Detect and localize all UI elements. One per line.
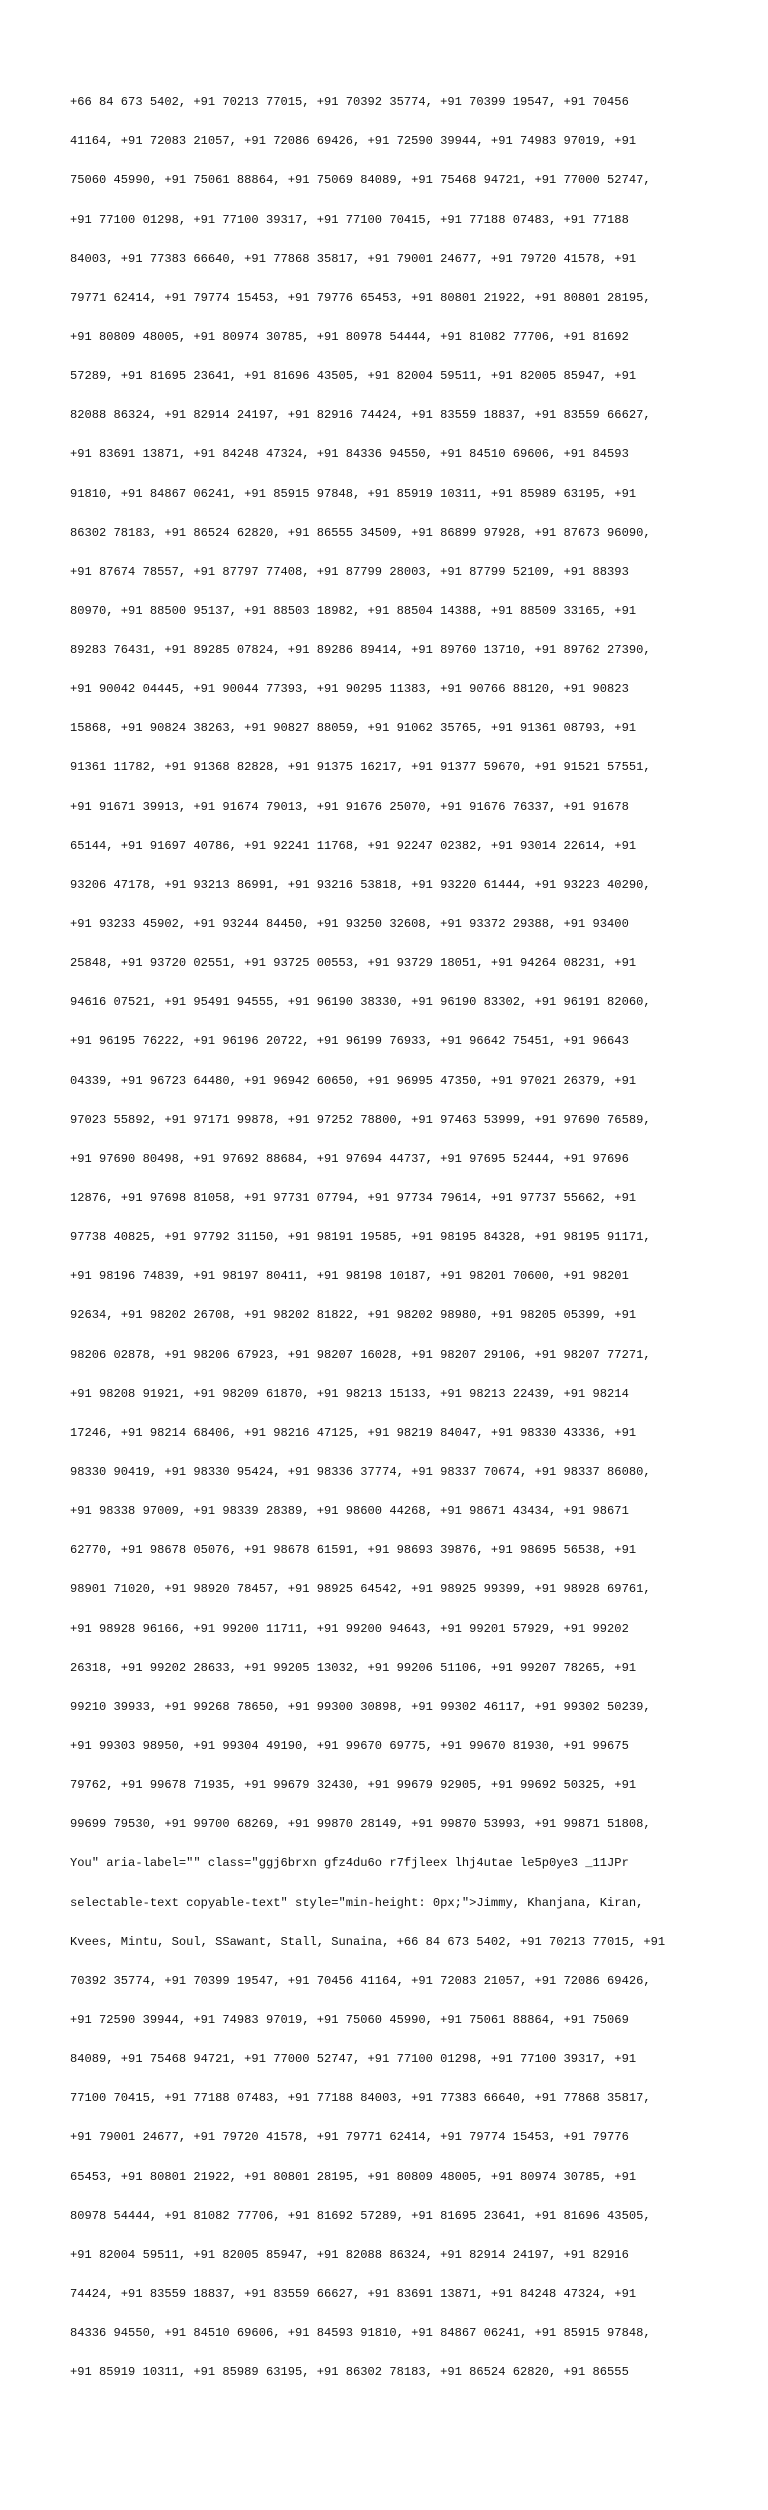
text-line: 65144, +91 91697 40786, +91 92241 11768, +91 92247 02382, +91 93014 22614, +91 <box>70 838 637 853</box>
text-line: +91 93233 45902, +91 93244 84450, +91 93250 32608, +91 93372 29388, +91 93400 <box>70 917 629 932</box>
text-line: 04339, +91 96723 64480, +91 96942 60650, +91 96995 47350, +91 97021 26379, +91 <box>70 1073 637 1088</box>
text-line: 70392 35774, +91 70399 19547, +91 70456 41164, +91 72083 21057, +91 72086 69426, <box>70 1973 651 1988</box>
text-line: +91 98208 91921, +91 98209 61870, +91 98213 15133, +91 98213 22439, +91 98214 <box>70 1386 629 1401</box>
text-line: +91 98928 96166, +91 99200 11711, +91 99200 94643, +91 99201 57929, +91 99202 <box>70 1621 629 1636</box>
text-line: 17246, +91 98214 68406, +91 98216 47125, +91 98219 84047, +91 98330 43336, +91 <box>70 1425 637 1440</box>
text-line: 65453, +91 80801 21922, +91 80801 28195, +91 80809 48005, +91 80974 30785, +91 <box>70 2169 637 2184</box>
text-line: +91 82004 59511, +91 82005 85947, +91 82088 86324, +91 82914 24197, +91 82916 <box>70 2247 629 2262</box>
text-line: Kvees, Mintu, Soul, SSawant, Stall, Sunaina, +66 84 673 5402, +91 70213 77015, +91 <box>70 1934 666 1949</box>
text-line: +91 97690 80498, +91 97692 88684, +91 97694 44737, +91 97695 52444, +91 97696 <box>70 1151 629 1166</box>
text-line: +66 84 673 5402, +91 70213 77015, +91 70392 35774, +91 70399 19547, +91 70456 <box>70 95 629 110</box>
text-line: 84336 94550, +91 84510 69606, +91 84593 91810, +91 84867 06241, +91 85915 97848, <box>70 2326 651 2341</box>
text-line: +91 98196 74839, +91 98197 80411, +91 98198 10187, +91 98201 70600, +91 98201 <box>70 1269 629 1284</box>
text-line: 89283 76431, +91 89285 07824, +91 89286 89414, +91 89760 13710, +91 89762 27390, <box>70 643 651 658</box>
text-line: 98206 02878, +91 98206 67923, +91 98207 16028, +91 98207 29106, +91 98207 77271, <box>70 1347 651 1362</box>
text-line: 82088 86324, +91 82914 24197, +91 82916 74424, +91 83559 18837, +91 83559 66627, <box>70 408 651 423</box>
text-line: 41164, +91 72083 21057, +91 72086 69426, +91 72590 39944, +91 74983 97019, +91 <box>70 134 637 149</box>
text-line: 98330 90419, +91 98330 95424, +91 98336 37774, +91 98337 70674, +91 98337 86080, <box>70 1465 651 1480</box>
text-line: 99210 39933, +91 99268 78650, +91 99300 30898, +91 99302 46117, +91 99302 50239, <box>70 1699 651 1714</box>
text-line: You" aria-label="" class="ggj6brxn gfz4du6o r7fjleex lhj4utae le5p0ye3 _11JPr <box>70 1856 629 1871</box>
text-line: 94616 07521, +91 95491 94555, +91 96190 38330, +91 96190 83302, +91 96191 82060, <box>70 995 651 1010</box>
text-line: 97023 55892, +91 97171 99878, +91 97252 78800, +91 97463 53999, +91 97690 76589, <box>70 1112 651 1127</box>
text-line: +91 79001 24677, +91 79720 41578, +91 79771 62414, +91 79774 15453, +91 79776 <box>70 2130 629 2145</box>
text-line: 26318, +91 99202 28633, +91 99205 13032, +91 99206 51106, +91 99207 78265, +91 <box>70 1660 637 1675</box>
text-line: 91810, +91 84867 06241, +91 85915 97848, +91 85919 10311, +91 85989 63195, +91 <box>70 486 637 501</box>
text-line: +91 98338 97009, +91 98339 28389, +91 98600 44268, +91 98671 43434, +91 98671 <box>70 1504 629 1519</box>
text-line: +91 87674 78557, +91 87797 77408, +91 87799 28003, +91 87799 52109, +91 88393 <box>70 564 629 579</box>
text-line: +91 72590 39944, +91 74983 97019, +91 75060 45990, +91 75061 88864, +91 75069 <box>70 2012 629 2027</box>
text-line: 97738 40825, +91 97792 31150, +91 98191 19585, +91 98195 84328, +91 98195 91171, <box>70 1230 651 1245</box>
text-line: 84089, +91 75468 94721, +91 77000 52747, +91 77100 01298, +91 77100 39317, +91 <box>70 2052 637 2067</box>
text-line: 62770, +91 98678 05076, +91 98678 61591, +91 98693 39876, +91 98695 56538, +91 <box>70 1543 637 1558</box>
text-line: 77100 70415, +91 77188 07483, +91 77188 84003, +91 77383 66640, +91 77868 35817, <box>70 2091 651 2106</box>
text-line: +91 77100 01298, +91 77100 39317, +91 77100 70415, +91 77188 07483, +91 77188 <box>70 212 629 227</box>
text-line: 80970, +91 88500 95137, +91 88503 18982, +91 88504 14388, +91 88509 33165, +91 <box>70 603 637 618</box>
document-page <box>70 70 710 2510</box>
text-line: +91 96195 76222, +91 96196 20722, +91 96199 76933, +91 96642 75451, +91 96643 <box>70 1034 629 1049</box>
text-line: +91 83691 13871, +91 84248 47324, +91 84336 94550, +91 84510 69606, +91 84593 <box>70 447 629 462</box>
text-line: 84003, +91 77383 66640, +91 77868 35817, +91 79001 24677, +91 79720 41578, +91 <box>70 251 637 266</box>
text-line: 74424, +91 83559 18837, +91 83559 66627, +91 83691 13871, +91 84248 47324, +91 <box>70 2286 637 2301</box>
document-body <box>70 70 710 2510</box>
text-line: 99699 79530, +91 99700 68269, +91 99870 28149, +91 99870 53993, +91 99871 51808, <box>70 1817 651 1832</box>
text-line: +91 90042 04445, +91 90044 77393, +91 90295 11383, +91 90766 88120, +91 90823 <box>70 682 629 697</box>
text-line: 91361 11782, +91 91368 82828, +91 91375 16217, +91 91377 59670, +91 91521 57551, <box>70 760 651 775</box>
text-line: +91 99303 98950, +91 99304 49190, +91 99670 69775, +91 99670 81930, +91 99675 <box>70 1739 629 1753</box>
text-line: selectable-text copyable-text" style="min-height: 0px;">Jimmy, Khanjana, Kiran, <box>70 1895 644 1910</box>
text-line: 93206 47178, +91 93213 86991, +91 93216 53818, +91 93220 61444, +91 93223 40290, <box>70 877 651 892</box>
text-line: 86302 78183, +91 86524 62820, +91 86555 34509, +91 86899 97928, +91 87673 96090, <box>70 525 651 540</box>
text-line: 79762, +91 99678 71935, +91 99679 32430, +91 99679 92905, +91 99692 50325, +91 <box>70 1778 637 1793</box>
text-line: +91 85919 10311, +91 85989 63195, +91 86302 78183, +91 86524 62820, +91 86555 <box>70 2365 629 2380</box>
text-line: 75060 45990, +91 75061 88864, +91 75069 84089, +91 75468 94721, +91 77000 52747, <box>70 173 651 188</box>
text-line: 12876, +91 97698 81058, +91 97731 07794, +91 97734 79614, +91 97737 55662, +91 <box>70 1191 637 1206</box>
text-line: 92634, +91 98202 26708, +91 98202 81822, +91 98202 98980, +91 98205 05399, +91 <box>70 1308 637 1323</box>
text-line: +91 91671 39913, +91 91674 79013, +91 91676 25070, +91 91676 76337, +91 91678 <box>70 799 629 814</box>
text-line: 80978 54444, +91 81082 77706, +91 81692 57289, +91 81695 23641, +91 81696 43505, <box>70 2208 651 2223</box>
text-line: +91 80809 48005, +91 80974 30785, +91 80978 54444, +91 81082 77706, +91 81692 <box>70 329 629 344</box>
text-line: 57289, +91 81695 23641, +91 81696 43505, +91 82004 59511, +91 82005 85947, +91 <box>70 369 637 384</box>
text-line: 79771 62414, +91 79774 15453, +91 79776 65453, +91 80801 21922, +91 80801 28195, <box>70 290 651 305</box>
text-line: 25848, +91 93720 02551, +91 93725 00553, +91 93729 18051, +91 94264 08231, +91 <box>70 956 637 971</box>
text-line: 15868, +91 90824 38263, +91 90827 88059, +91 91062 35765, +91 91361 08793, +91 <box>70 721 637 736</box>
text-line: 98901 71020, +91 98920 78457, +91 98925 64542, +91 98925 99399, +91 98928 69761, <box>70 1582 651 1597</box>
